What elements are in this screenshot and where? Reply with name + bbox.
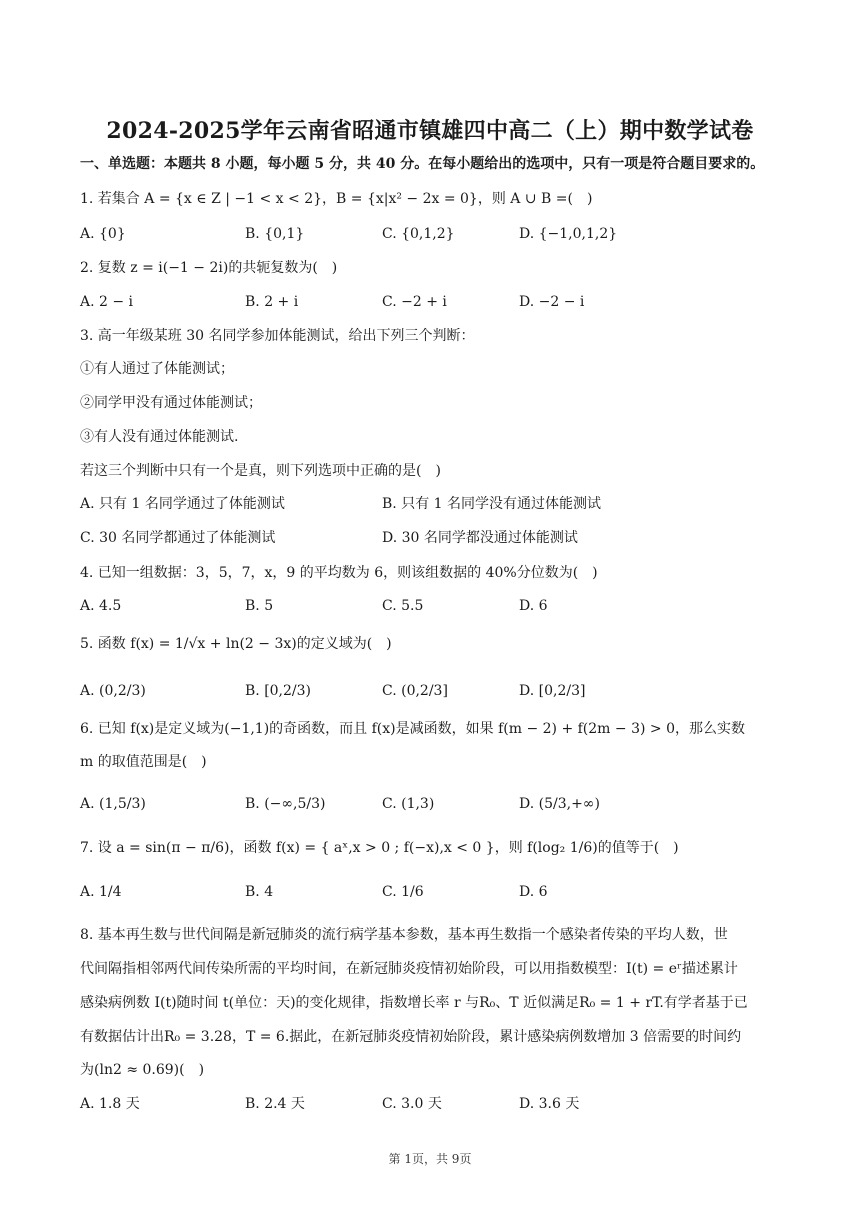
question-3-statement-1: ①有人通过了体能测试； <box>80 361 234 377</box>
q5-option-c: C. (0,2/3] <box>382 683 448 699</box>
q6-option-d: D. (5/3,+∞) <box>519 796 600 812</box>
q8-option-a: A. 1.8 天 <box>80 1096 140 1112</box>
q8-option-b: B. 2.4 天 <box>245 1096 305 1112</box>
q4-option-b: B. 5 <box>245 598 274 614</box>
q8-option-c: C. 3.0 天 <box>382 1096 442 1112</box>
q6-option-a: A. (1,5/3) <box>80 796 146 812</box>
q4-option-c: C. 5.5 <box>382 598 424 614</box>
q3-option-c: C. 30 名同学都通过了体能测试 <box>80 530 276 546</box>
q3-option-a: A. 只有 1 名同学通过了体能测试 <box>80 496 285 512</box>
question-3-statement-2: ②同学甲没有通过体能测试； <box>80 395 262 411</box>
page-footer: 第 1页，共 9页 <box>388 1152 472 1166</box>
question-4-stem: 4. 已知一组数据：3，5，7，x，9 的平均数为 6，则该组数据的 40%分位数为( ) <box>80 565 598 581</box>
question-8-stem-line-5: 为(ln2 ≈ 0.69)( ) <box>80 1062 205 1078</box>
question-8-stem-line-3: 感染病例数 I(t)随时间 t(单位：天)的变化规律，指数增长率 r 与R₀、T 近似满足R₀ = 1 + rT.有学者基于已 <box>80 995 748 1011</box>
question-3-statement-3: ③有人没有通过体能测试. <box>80 429 239 445</box>
q7-option-d: D. 6 <box>519 884 548 900</box>
question-8-stem-line-1: 8. 基本再生数与世代间隔是新冠肺炎的流行病学基本参数，基本再生数指一个感染者传染的平均人数，世 <box>80 927 728 943</box>
q4-option-d: D. 6 <box>519 598 548 614</box>
q7-option-c: C. 1/6 <box>382 884 424 900</box>
question-6-stem-line-2: m 的取值范围是( ) <box>80 754 207 770</box>
exam-title: 2024-2025学年云南省昭通市镇雄四中高二（上）期中数学试卷 <box>106 118 754 144</box>
question-2-stem: 2. 复数 z = i(−1 − 2i)的共轭复数为( ) <box>80 260 338 276</box>
question-6-stem-line-1: 6. 已知 f(x)是定义域为(−1,1)的奇函数，而且 f(x)是减函数，如果 f(m − 2) + f(2m − 3) > 0，那么实数 <box>80 721 745 737</box>
q1-option-c: C. {0,1,2} <box>382 226 455 242</box>
question-7-stem: 7. 设 a = sin(π − π/6)，函数 f(x) = { aˣ,x > 0 ; f(−x),x < 0 }，则 f(log₂ 1/6)的值等于( ) <box>80 840 679 856</box>
question-1-stem: 1. 若集合 A = {x ∈ Z | −1 < x < 2}，B = {x|x² − 2x = 0}，则 A ∪ B =( ) <box>80 191 593 207</box>
q5-option-a: A. (0,2/3) <box>80 683 146 699</box>
q1-option-b: B. {0,1} <box>245 226 305 242</box>
q7-option-a: A. 1/4 <box>80 884 122 900</box>
q1-option-a: A. {0} <box>80 226 126 242</box>
q1-option-d: D. {−1,0,1,2} <box>519 226 618 242</box>
question-8-stem-line-4: 有数据估计出R₀ = 3.28，T = 6.据此，在新冠肺炎疫情初始阶段，累计感染病例数增加 3 倍需要的时间约 <box>80 1029 742 1045</box>
question-3-stem: 3. 高一年级某班 30 名同学参加体能测试，给出下列三个判断： <box>80 328 475 344</box>
q6-option-b: B. (−∞,5/3) <box>245 796 326 812</box>
q3-option-d: D. 30 名同学都没通过体能测试 <box>382 530 578 546</box>
question-8-stem-line-2: 代间隔指相邻两代间传染所需的平均时间，在新冠肺炎疫情初始阶段，可以用指数模型：I(t) = eʳ描述累计 <box>80 961 738 977</box>
q3-option-b: B. 只有 1 名同学没有通过体能测试 <box>382 496 601 512</box>
q6-option-c: C. (1,3) <box>382 796 435 812</box>
q2-option-d: D. −2 − i <box>519 294 585 310</box>
q2-option-a: A. 2 − i <box>80 294 134 310</box>
question-3-condition: 若这三个判断中只有一个是真，则下列选项中正确的是( ) <box>80 463 441 479</box>
section-heading: 一、单选题：本题共 8 小题，每小题 5 分，共 40 分。在每小题给出的选项中，只有一项是符合题目要求的。 <box>80 156 765 172</box>
q5-option-d: D. [0,2/3] <box>519 683 586 699</box>
q5-option-b: B. [0,2/3) <box>245 683 312 699</box>
q2-option-c: C. −2 + i <box>382 294 447 310</box>
q4-option-a: A. 4.5 <box>80 598 122 614</box>
q7-option-b: B. 4 <box>245 884 274 900</box>
q8-option-d: D. 3.6 天 <box>519 1096 580 1112</box>
q2-option-b: B. 2 + i <box>245 294 299 310</box>
question-5-stem: 5. 函数 f(x) = 1/√x + ln(2 − 3x)的定义域为( ) <box>80 636 392 652</box>
